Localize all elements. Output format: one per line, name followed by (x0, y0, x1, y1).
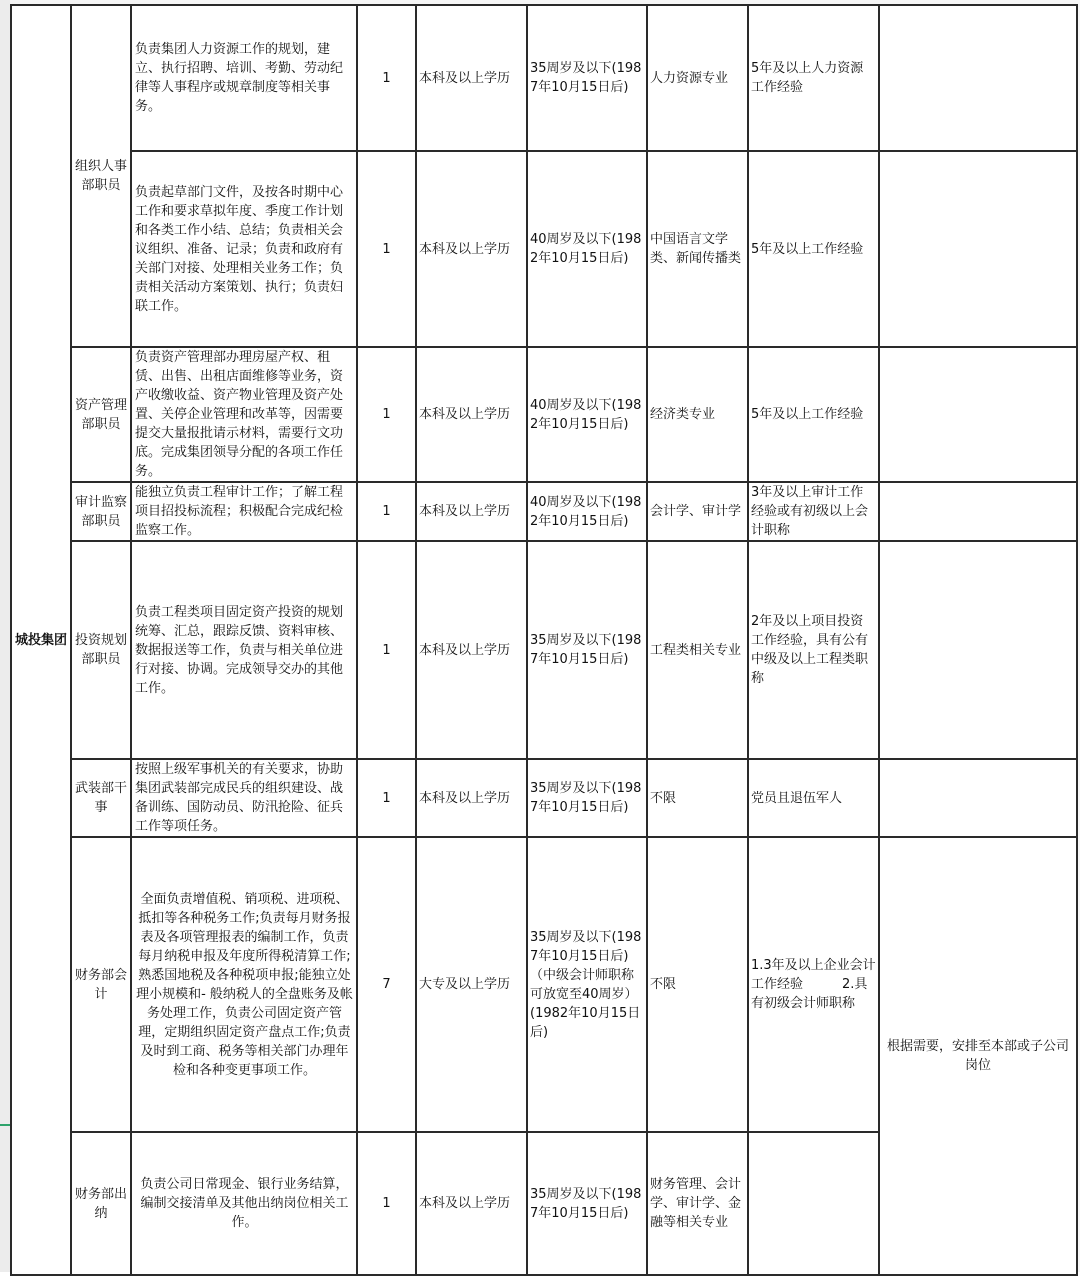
requirement-cell: 5年及以上工作经验 (748, 347, 879, 482)
duty-cell: 负责资产管理部办理房屋产权、租赁、出售、出租店面维修等业务，资产收缴收益、资产物业管理及资产处置、关停企业管理和改革等，因需要提交大量报批请示材料，需要行文功底。完成集团领导分配的各项工作任务。 (131, 347, 357, 482)
position-cell: 财务部出纳 (71, 1132, 131, 1275)
count-cell: 1 (357, 541, 416, 759)
duty-cell: 能独立负责工程审计工作；了解工程项目招投标流程；积极配合完成纪检监察工作。 (131, 482, 357, 541)
education-cell: 本科及以上学历 (416, 151, 527, 347)
left-edge-strip (0, 0, 10, 1272)
major-cell: 不限 (647, 759, 748, 837)
count-cell: 7 (357, 837, 416, 1132)
table-row (11, 837, 1077, 1132)
duty-cell: 按照上级军事机关的有关要求，协助集团武装部完成民兵的组织建设、战备训练、国防动员、防汛抢险、征兵工作等项任务。 (131, 759, 357, 837)
position-cell: 审计监察部职员 (71, 482, 131, 541)
count-cell: 1 (357, 759, 416, 837)
age-cell: 35周岁及以下(1987年10月15日后)（中级会计师职称可放宽至40周岁）(1982年10月15日后) (527, 837, 647, 1132)
age-cell: 35周岁及以下(1987年10月15日后) (527, 759, 647, 837)
table-row (11, 541, 1077, 759)
count-cell: 1 (357, 482, 416, 541)
requirement-cell: 党员且退伍军人 (748, 759, 879, 837)
age-cell: 40周岁及以下(1982年10月15日后) (527, 482, 647, 541)
duty-cell: 负责公司日常现金、银行业务结算，编制交接清单及其他出纳岗位相关工作。 (131, 1132, 357, 1275)
table-row (11, 151, 1077, 347)
count-cell: 1 (357, 151, 416, 347)
requirement-cell: 2年及以上项目投资工作经验，具有公有中级及以上工程类职称 (748, 541, 879, 759)
position-cell: 投资规划部职员 (71, 541, 131, 759)
count-cell: 1 (357, 1132, 416, 1275)
education-cell: 本科及以上学历 (416, 482, 527, 541)
education-cell: 本科及以上学历 (416, 1132, 527, 1275)
table-row (11, 347, 1077, 482)
duty-cell: 负责工程类项目固定资产投资的规划统筹、汇总，跟踪反馈、资料审核、数据报送等工作，负责与相关单位进行对接、协调。完成领导交办的其他工作。 (131, 541, 357, 759)
unit-cell: 城投集团 (11, 5, 71, 1275)
education-cell: 本科及以上学历 (416, 759, 527, 837)
count-cell: 1 (357, 347, 416, 482)
note-cell (879, 347, 1077, 482)
education-cell: 大专及以上学历 (416, 837, 527, 1132)
position-cell: 财务部会计 (71, 837, 131, 1132)
position-cell: 组织人事部职员 (71, 5, 131, 347)
education-cell: 本科及以上学历 (416, 347, 527, 482)
table-row (11, 482, 1077, 541)
note-cell (879, 541, 1077, 759)
table-row (11, 759, 1077, 837)
education-cell: 本科及以上学历 (416, 541, 527, 759)
duty-cell: 负责起草部门文件，及按各时期中心工作和要求草拟年度、季度工作计划和各类工作小结、总结；负责相关会议组织、准备、记录；负责和政府有关部门对接、处理相关业务工作；负责相关活动方案策划、执行；负责妇联工作。 (131, 151, 357, 347)
education-cell: 本科及以上学历 (416, 5, 527, 151)
major-cell: 经济类专业 (647, 347, 748, 482)
note-cell (879, 151, 1077, 347)
requirement-cell: 3年及以上审计工作经验或有初级以上会计职称 (748, 482, 879, 541)
requirement-cell: 5年及以上工作经验 (748, 151, 879, 347)
duty-cell: 负责集团人力资源工作的规划，建立、执行招聘、培训、考勤、劳动纪律等人事程序或规章制度等相关事务。 (131, 5, 357, 151)
note-cell (879, 482, 1077, 541)
count-cell: 1 (357, 5, 416, 151)
major-cell: 不限 (647, 837, 748, 1132)
age-cell: 35周岁及以下(1987年10月15日后) (527, 1132, 647, 1275)
major-cell: 工程类相关专业 (647, 541, 748, 759)
major-cell: 中国语言文学类、新闻传播类 (647, 151, 748, 347)
age-cell: 40周岁及以下(1982年10月15日后) (527, 347, 647, 482)
recruitment-table (10, 4, 1078, 1276)
position-cell: 武装部干事 (71, 759, 131, 837)
major-cell: 财务管理、会计学、审计学、金融等相关专业 (647, 1132, 748, 1275)
requirement-cell: 1.3年及以上企业会计工作经验 2.具有初级会计师职称 (748, 837, 879, 1132)
age-cell: 35周岁及以下(1987年10月15日后) (527, 541, 647, 759)
row-marker (0, 1124, 10, 1126)
age-cell: 35周岁及以下(1987年10月15日后) (527, 5, 647, 151)
requirement-cell (748, 1132, 879, 1275)
age-cell: 40周岁及以下(1982年10月15日后) (527, 151, 647, 347)
duty-cell: 全面负责增值税、销项税、进项税、抵扣等各种税务工作;负责每月财务报表及各项管理报表的编制工作，负责每月纳税申报及年度所得税清算工作;熟悉国地税及各种税项申报;能独立处理小规模和- 般纳税人的全盘账务及帐务处理工作，负责公司固定资产管理，定期组织固定资产盘点工作;负责及时到工商、税务等相关部门办理年检和各种变更事项工作。 (131, 837, 357, 1132)
table-row (11, 5, 1077, 151)
requirement-cell: 5年及以上人力资源工作经验 (748, 5, 879, 151)
major-cell: 会计学、审计学 (647, 482, 748, 541)
note-cell: 根据需要，安排至本部或子公司岗位 (879, 837, 1077, 1275)
major-cell: 人力资源专业 (647, 5, 748, 151)
note-cell (879, 5, 1077, 151)
note-cell (879, 759, 1077, 837)
position-cell: 资产管理部职员 (71, 347, 131, 482)
